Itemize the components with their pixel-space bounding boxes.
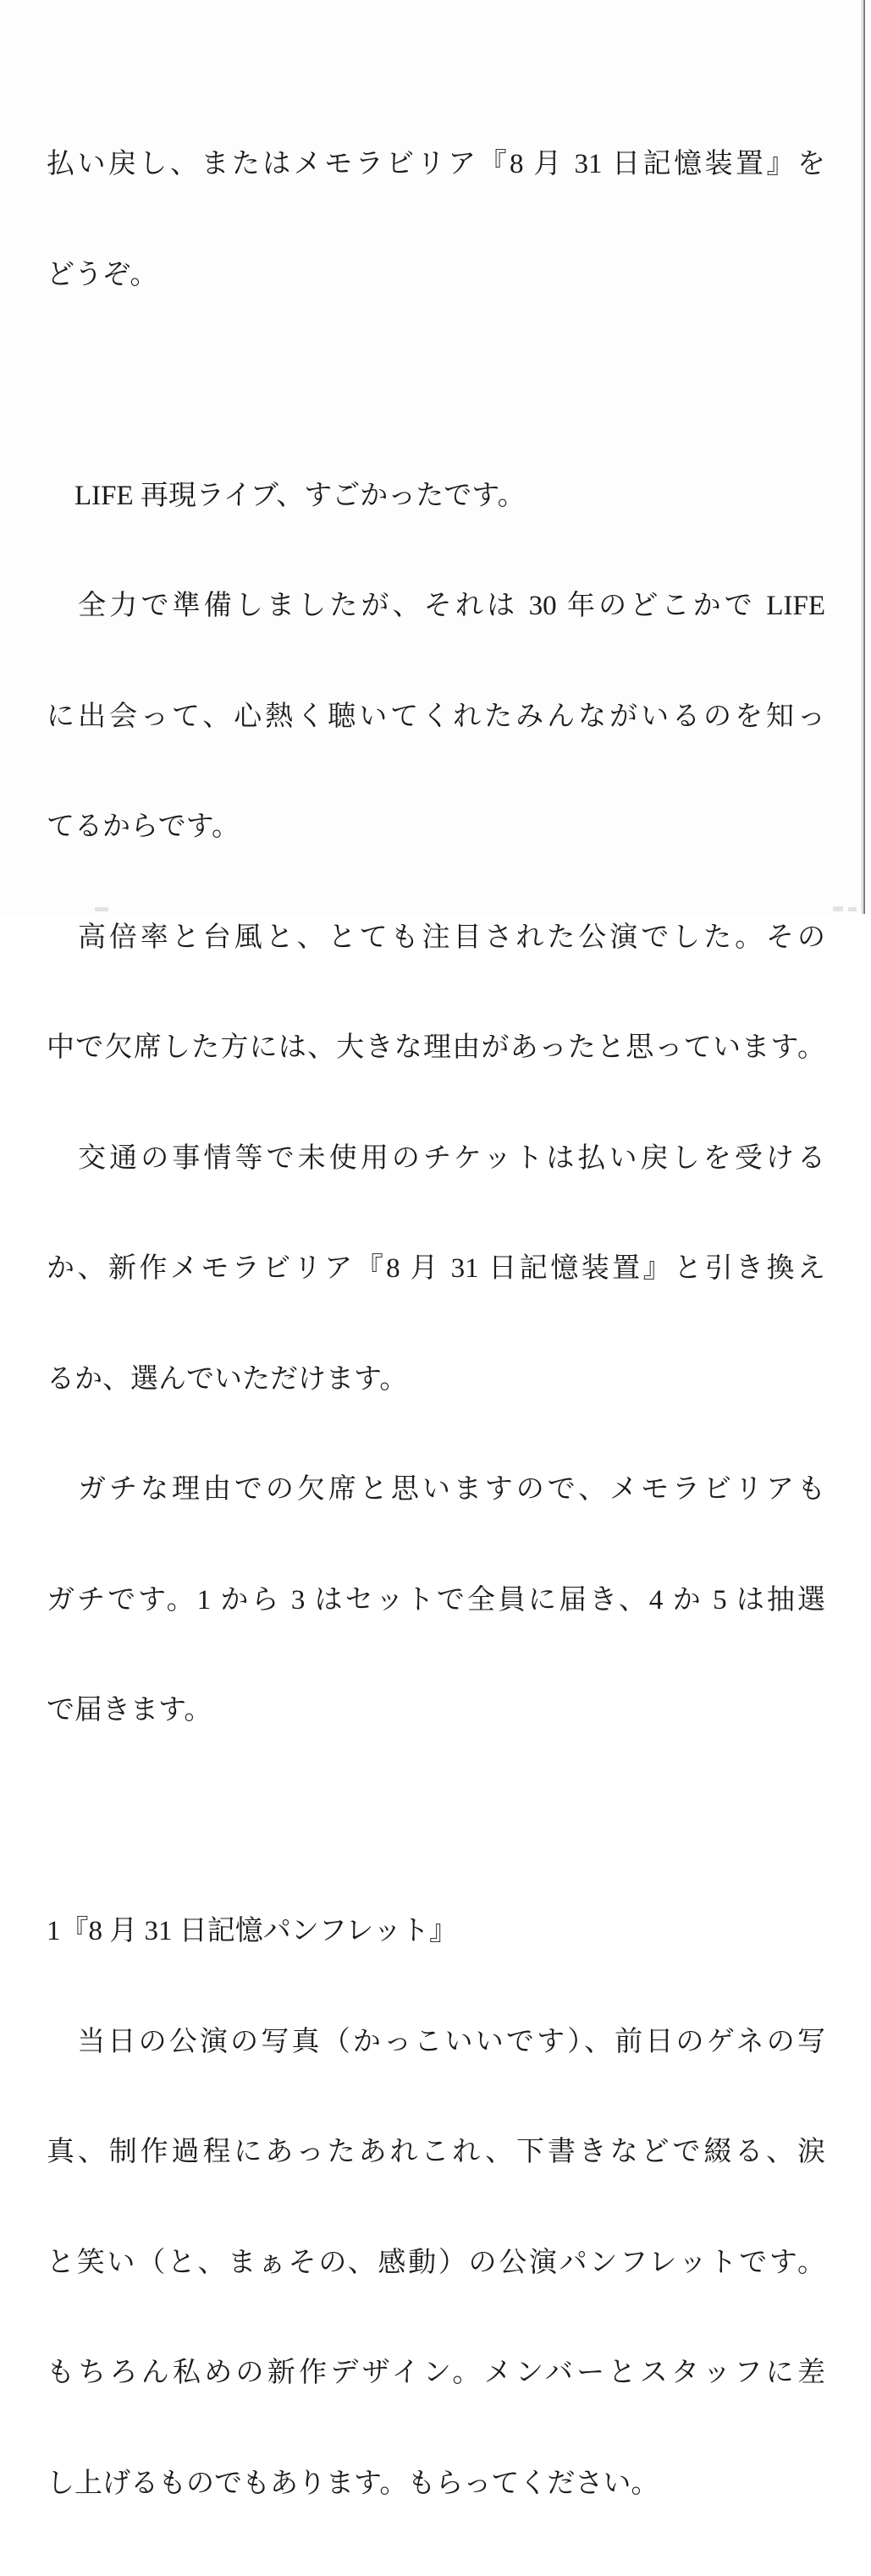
text-line: と笑い（と、まぁその、感動）の公演パンフレットです。 bbox=[47, 2247, 825, 2278]
text-line: 真、制作過程にあったあれこれ、下書きなどで綴る、涙 bbox=[47, 2137, 825, 2167]
text-line: ガチな理由での欠席と思いますので、メモラビリアも bbox=[47, 1474, 825, 1505]
text-line: し上げるものでもあります。もらってください。 bbox=[47, 2468, 659, 2499]
text-line: どうぞ。 bbox=[47, 259, 158, 290]
text-line: ガチです。1 から 3 はセットで全員に届き、4 か 5 は抽選 bbox=[47, 1584, 825, 1616]
page-edge-line bbox=[863, 0, 865, 914]
cutoff-text-artifact bbox=[95, 907, 108, 911]
document-text-block bbox=[47, 73, 825, 2576]
text-line: 当日の公演の写真（かっこいいです）、前日のゲネの写 bbox=[47, 2026, 825, 2057]
text-line: 1『8 月 31 日記憶パンフレット』 bbox=[47, 1916, 458, 1946]
blank-line bbox=[47, 367, 825, 405]
text-line: 払い戻し、またはメモラビリア『8 月 31 日記憶装置』を bbox=[47, 149, 825, 179]
text-line: 高倍率と台風と、とても注目された公演でした。その bbox=[47, 922, 825, 953]
page-edge-shadow bbox=[862, 0, 863, 914]
text-line: 中で欠席した方には、大きな理由があったと思っています。 bbox=[47, 1032, 825, 1063]
text-line: てるからです。 bbox=[47, 812, 240, 842]
text-line: もちろん私めの新作デザイン。メンバーとスタッフに差 bbox=[47, 2358, 825, 2388]
text-line: か、新作メモラビリア『8 月 31 日記憶装置』と引き換え bbox=[47, 1253, 825, 1284]
cutoff-text-artifact bbox=[833, 906, 843, 911]
text-line: るか、選んでいただけます。 bbox=[47, 1363, 408, 1395]
text-line: に出会って、心熱く聴いてくれたみんながいるのを知っ bbox=[47, 701, 825, 732]
text-line: LIFE 再現ライブ、すごかったです。 bbox=[47, 480, 526, 511]
text-line: で届きます。 bbox=[47, 1695, 212, 1726]
cutoff-text-artifact bbox=[848, 907, 857, 911]
text-line: 全力で準備しましたが、それは 30 年のどこかで LIFE bbox=[47, 591, 825, 621]
blank-line bbox=[47, 1803, 825, 1841]
text-line: 交通の事情等で未使用のチケットは払い戻しを受ける bbox=[47, 1142, 825, 1174]
